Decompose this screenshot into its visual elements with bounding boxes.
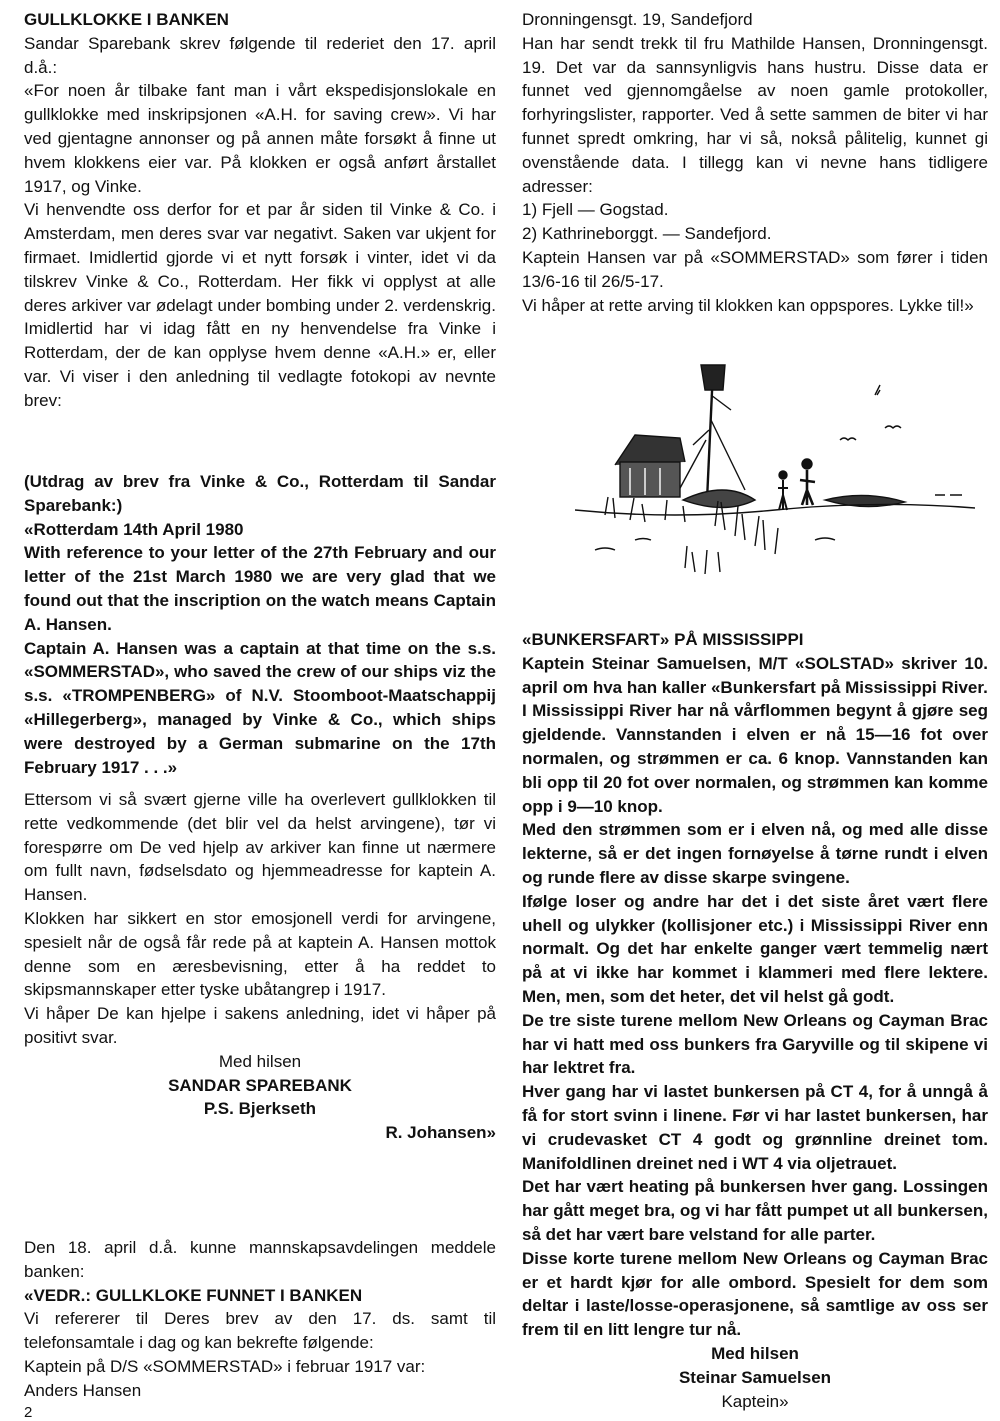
excerpt-intro: (Utdrag av brev fra Vinke & Co., Rotterdam til Sandar Sparebank:) bbox=[24, 472, 496, 515]
sign-greeting: Med hilsen bbox=[218, 1051, 302, 1071]
letter-paragraph-2: Vi henvendte oss derfor for et par år siden til Vinke & Co. i Amsterdam, men deres svar var negativt. Saken var ukjent for firmaet. Imidlertid gjorde vi et nytt forsøk i vinter, idet vi da tilskrev Vinke & Co., Rotterdam. Her fikk vi opplyst at alle deres arkiver var ødelagt under bombing under 2. verdenskrig. Imidlertid har vi idag fått en ny henvendelse fra Vinke i Rotterdam, der de kan opplyse hvem denne «A.H.» er, eller var. Vi viser i den anledning til vedlagte fotokopi av nevnte brev: bbox=[24, 200, 496, 410]
sign-name-1: P.S. Bjerkseth bbox=[203, 1099, 317, 1119]
vinke-letter-excerpt bbox=[24, 470, 496, 779]
reply-paragraph-1: Vi refererer til Deres brev av den 17. ds. samt til telefonsamtale i dag og kan bekrefte følgende: bbox=[24, 1309, 496, 1353]
left-column-top bbox=[24, 8, 496, 413]
service-period: Kaptein Hansen var på «SOMMERSTAD» som fører i tiden 13/6-16 til 26/5-17. bbox=[522, 247, 988, 291]
reply-heading: «VEDR.: GULLKLOKE FUNNET I BANKEN bbox=[24, 1285, 363, 1305]
mississippi-paragraph-2: I Mississippi River har nå vårflommen begynt å gjøre seg gjeldende. Vannstanden i elven er nå 15—16 fot over normalen, og strømmen er ca. 6 knop. Vannstanden kan bli opp til 20 fot over normalen, og strømmen kan komme opp i 9—10 knop. bbox=[522, 701, 988, 816]
findings-paragraph: Han har sendt trekk til fru Mathilde Hansen, Dronningensgt. 19. Det var da sannsynligvis hans hustru. Disse data er funnet ved gjennomgåelse av noen gamle protokoller, forhyringslister, rapporter. Ved å sette sammen de biter vi har funnet spredt omkring, har vi så, nokså pålitelig, kunnet gi ovenstående data. I tillegg kan vi nevne hans tidligere adresser: bbox=[522, 33, 988, 196]
article-heading-gullklokke: GULLKLOKKE I BANKEN bbox=[24, 10, 229, 29]
left-column-continuation bbox=[24, 788, 496, 1145]
captain-sign-title: Kaptein» bbox=[721, 1391, 789, 1411]
reply-intro: Den 18. april d.å. kunne mannskapsavdelingen meddele banken: bbox=[24, 1238, 496, 1281]
captain-sign-greeting: Med hilsen bbox=[711, 1343, 799, 1363]
letter-paragraph-1: «For noen år tilbake fant man i vårt ekspedisjonslokale en gullklokke med inskripsjonen «A.H. for saving crew». Vi har ved gjentagne annonser og på annen måte forsøkt å finne ut hvem klokkens eier var. På klokken er også anført årstallet 1917, og Vinke. bbox=[24, 81, 496, 196]
reply-paragraph-2: Kaptein på D/S «SOMMERSTAD» i februar 1917 var: bbox=[24, 1356, 426, 1376]
page-number: 2 bbox=[24, 1404, 33, 1421]
hope-paragraph: Vi håper De kan hjelpe i sakens anledning, idet vi håper på positivt svar. bbox=[24, 1004, 496, 1047]
address-1: 1) Fjell — Gogstad. bbox=[522, 200, 669, 220]
value-paragraph: Klokken har sikkert en stor emosjonell verdi for arvingene, spesielt når de også får rede på at kaptein A. Hansen mottok denne som en æresbevisning, etter å ha reddet to skipsmannskaper etter tyske ubåtangrep i 1917. bbox=[24, 908, 496, 1000]
captain-signature bbox=[522, 1342, 988, 1413]
mississippi-paragraph-7: Det har vært heating på bunkersen hver gang. Lossingen har gått meget bra, og vi har fått pumpet ut all bunkersen, så det har vært bare velstand for alle parter. bbox=[522, 1177, 988, 1244]
closing-wish: Vi håper at rette arving til klokken kan oppspores. Lykke til!» bbox=[522, 295, 974, 315]
reply-captain-name: Anders Hansen bbox=[24, 1380, 142, 1400]
mississippi-article bbox=[522, 628, 988, 1413]
excerpt-paragraph-1: With reference to your letter of the 27th February and our letter of the 21st March 1980 we are very glad that we found out that the inscription on the watch means Captain A. Hansen. bbox=[24, 543, 496, 634]
excerpt-paragraph-2: Captain A. Hansen was a captain at that time on the s.s. «SOMMERSTAD», who saved the crew of our ships viz the s.s. «TROMPENBERG» of N.V. Stoomboot-Maatschappij «Hillegerberg», managed by Vinke & Co., which ships were destroyed by a German submarine on the 17th February 1917 . . .» bbox=[24, 638, 496, 777]
mississippi-paragraph-6: Hver gang har vi lastet bunkersen på CT 4, for å unngå å få for stort svinn i linene. Før vi har lastet bunkersen, har vi crudevasket CT 4 godt og grønnline dreinet tom. Manifoldlinen dreinet ned i WT 4 via oljetrauet. bbox=[522, 1082, 988, 1173]
intro-paragraph: Sandar Sparebank skrev følgende til rederiet den 17. april d.å.: bbox=[24, 33, 496, 77]
address-2: 2) Kathrineborggt. — Sandefjord. bbox=[522, 224, 772, 244]
request-paragraph: Ettersom vi så svært gjerne ville ha overlevert gullklokken til rette vedkommende (det blir vel da helst arvingene), tør vi forespørre om De ved hjelp av arkiver kan finne ut nærmere om fullt navn, fødselsdato og hjemmeadresse for kaptein A. Hansen. bbox=[24, 790, 496, 905]
right-column-top bbox=[522, 8, 988, 317]
captain-sign-name: Steinar Samuelsen bbox=[678, 1367, 832, 1387]
bank-signature bbox=[24, 1050, 496, 1145]
excerpt-date: «Rotterdam 14th April 1980 bbox=[24, 519, 244, 539]
article-heading-bunkersfart: «BUNKERSFART» PÅ MISSISSIPPI bbox=[522, 630, 804, 649]
mississippi-paragraph-5: De tre siste turene mellom New Orleans og Cayman Brac har vi hatt med oss bunkers fra Garyville og til skipene vi har lektret fra. bbox=[522, 1010, 988, 1078]
mississippi-body bbox=[522, 652, 988, 1342]
mississippi-paragraph-1: Kaptein Steinar Samuelsen, M/T «SOLSTAD» skriver 10. april om hva han kaller «Bunkersfart på Mississippi River. bbox=[522, 653, 988, 697]
harbour-sketch-illustration bbox=[575, 350, 975, 600]
sign-bank-name: SANDAR SPAREBANK bbox=[168, 1075, 352, 1095]
sign-name-2: R. Johansen» bbox=[385, 1123, 496, 1143]
left-column-reply bbox=[24, 1236, 496, 1403]
address-line: Dronningensgt. 19, Sandefjord bbox=[522, 10, 753, 29]
mississippi-paragraph-4: Ifølge loser og andre har det i det siste året vært flere uhell og ulykker (kollisjoner etc.) i Mississippi River enn normalt. Og det har enkelte ganger vært temmelig nært på at vi ikke har kommet i klammeri med flere lektere. Men, men, som det heter, det vil helst gå godt. bbox=[522, 891, 988, 1006]
mississippi-paragraph-3: Med den strømmen som er i elven nå, og med alle disse lekterne, så er det ingen fornøyelse å tørne rundt i elven og runde flere av disse skarpe svingene. bbox=[522, 820, 988, 887]
mississippi-paragraph-8: Disse korte turene mellom New Orleans og Cayman Brac er et hardt kjør for alle ombord. Spesielt for dem som deltar i laste/losse-operasjonene, så samtlige av oss ser frem til en litt lengre tur nå. bbox=[522, 1248, 988, 1340]
